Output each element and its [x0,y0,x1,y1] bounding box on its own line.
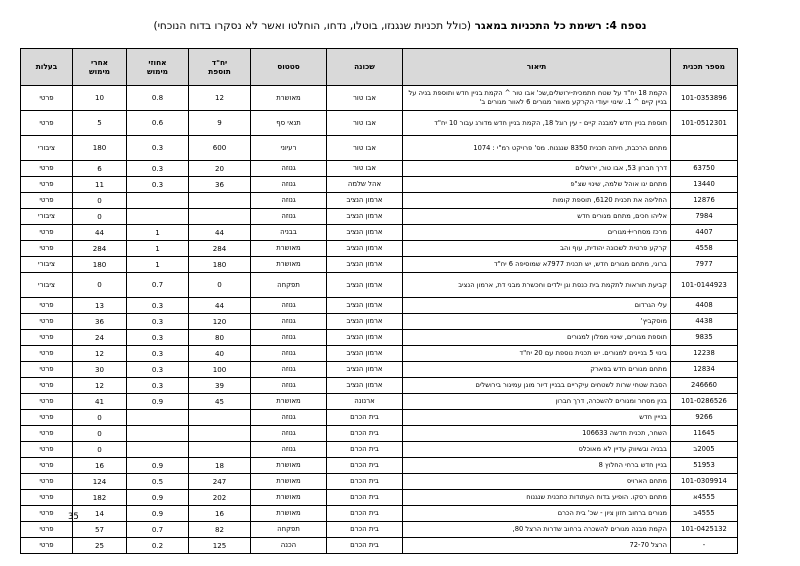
cell-status: תפקחה [251,273,327,298]
cell-added-units: 45 [189,394,251,410]
cell-realization-pct: 1 [127,241,189,257]
cell-added-units: 18 [189,458,251,474]
cell-status: גנוזה [251,209,327,225]
cell-ownership: פרטי [21,410,73,426]
cell-realization-pct: 0.3 [127,378,189,394]
cell-status: גנוזה [251,410,327,426]
cell-description: מתחם הרכבת, חיתה תכנית 8350 שנגנוח. מס' פרויקט רמ"י : 1074 [403,136,671,161]
table-row [21,273,738,298]
cell-neighborhood: ארמון הנציב [327,298,403,314]
table-body [21,86,738,554]
cell-description: מתחם מגורים חדש בפארק [403,362,671,378]
cell-ownership: פרטי [21,346,73,362]
column-header-description: תיאור [403,49,671,86]
column-header-neighborhood: שכונה [327,49,403,86]
cell-description: קביעת תוראות לתקמת בית כנסת וגן ילדים וחכשרת מבני דת, ארמון הנציב [403,273,671,298]
cell-ownership: פרטי [21,394,73,410]
cell-status: גנוזה [251,330,327,346]
cell-plan-number: 2005ב [671,442,738,458]
cell-realization-pct: 0.9 [127,490,189,506]
cell-status: גנוזה [251,177,327,193]
cell-ownership: פרטי [21,362,73,378]
cell-status: מאושרת [251,241,327,257]
cell-added-units: 12 [189,86,251,111]
cell-neighborhood: בית הכרם [327,506,403,522]
cell-realization-pct: 1 [127,257,189,273]
cell-after-realization: 57 [73,522,127,538]
cell-added-units [189,410,251,426]
cell-realization-pct: 1 [127,225,189,241]
cell-added-units: 36 [189,177,251,193]
cell-realization-pct: 0.3 [127,136,189,161]
cell-added-units: 125 [189,538,251,554]
cell-neighborhood: ארמון הנציב [327,209,403,225]
cell-status: רעיוני [251,136,327,161]
cell-neighborhood: בית הכרם [327,458,403,474]
table-row [21,410,738,426]
cell-description: השחר, תכנית חדשה 106633 [403,426,671,442]
cell-after-realization: 13 [73,298,127,314]
cell-ownership: פרטי [21,330,73,346]
cell-neighborhood: אבו טור [327,86,403,111]
cell-ownership: פרטי [21,193,73,209]
cell-neighborhood: ארמון הנציב [327,273,403,298]
table-row [21,426,738,442]
cell-description: בנייין חדש [403,410,671,426]
cell-status: גנוזה [251,161,327,177]
cell-neighborhood: בית הכרם [327,490,403,506]
cell-added-units: 100 [189,362,251,378]
cell-plan-number: 7977 [671,257,738,273]
cell-realization-pct: 0.9 [127,394,189,410]
cell-plan-number: 12238 [671,346,738,362]
cell-added-units: 80 [189,330,251,346]
cell-after-realization: 6 [73,161,127,177]
cell-added-units: 40 [189,346,251,362]
table-row [21,257,738,273]
table-row [21,314,738,330]
cell-status: גנוזה [251,426,327,442]
cell-realization-pct [127,193,189,209]
table-header-row [21,49,738,86]
cell-added-units: 202 [189,490,251,506]
cell-ownership: פרטי [21,241,73,257]
plans-table [20,48,738,554]
cell-ownership: פרטי [21,442,73,458]
cell-description: מתחם הארויס [403,474,671,490]
table-row [21,136,738,161]
cell-description: בנין מסחר ומגורים להשכרה, דרך חברון [403,394,671,410]
cell-added-units: 0 [189,273,251,298]
cell-plan-number: - [671,538,738,554]
cell-realization-pct: 0.3 [127,346,189,362]
cell-plan-number: 4407 [671,225,738,241]
cell-description: דרך חברון 53, אבו טור, ירושלים [403,161,671,177]
cell-realization-pct: 0.3 [127,330,189,346]
cell-added-units: 9 [189,111,251,136]
cell-plan-number: 4555ב [671,506,738,522]
cell-after-realization: 5 [73,111,127,136]
cell-after-realization: 11 [73,177,127,193]
cell-plan-number: 101-0144923 [671,273,738,298]
cell-after-realization: 0 [73,410,127,426]
cell-realization-pct: 0.7 [127,273,189,298]
cell-added-units: 284 [189,241,251,257]
cell-description: מגורים ברחוב חזון ציון - שכ' בית הכרם [403,506,671,522]
cell-realization-pct: 0.5 [127,474,189,490]
cell-status: גנוזה [251,362,327,378]
cell-plan-number: 101-0353896 [671,86,738,111]
cell-plan-number: 51953 [671,458,738,474]
cell-neighborhood: בית הכרם [327,410,403,426]
table-row [21,161,738,177]
cell-realization-pct: 0.9 [127,506,189,522]
cell-neighborhood: ארמון הנציב [327,225,403,241]
cell-realization-pct: 0.7 [127,522,189,538]
cell-plan-number: 4408 [671,298,738,314]
cell-ownership: פרטי [21,506,73,522]
cell-ownership: פרטי [21,538,73,554]
table-header [21,49,738,86]
cell-ownership: פרטי [21,225,73,241]
cell-after-realization: 182 [73,490,127,506]
cell-realization-pct: 0.8 [127,86,189,111]
cell-added-units [189,209,251,225]
cell-neighborhood: בית הכרם [327,426,403,442]
table-row [21,506,738,522]
cell-realization-pct: 0.3 [127,362,189,378]
cell-after-realization: 0 [73,426,127,442]
table-row [21,474,738,490]
cell-description: מרכז מסחרי+מגורים [403,225,671,241]
cell-neighborhood: ארמון הנציב [327,378,403,394]
cell-added-units: 44 [189,298,251,314]
cell-neighborhood: אבו טור [327,136,403,161]
cell-neighborhood: ארמון הנציב [327,362,403,378]
cell-realization-pct [127,442,189,458]
cell-neighborhood: בית הכרם [327,522,403,538]
table-row [21,241,738,257]
cell-neighborhood: בית הכרם [327,442,403,458]
cell-status: מאושרת [251,257,327,273]
cell-neighborhood: ארנונה [327,394,403,410]
cell-after-realization: 30 [73,362,127,378]
cell-after-realization: 0 [73,193,127,209]
cell-description: בניין חדש ברחי החלוץ 8 [403,458,671,474]
table-row [21,394,738,410]
cell-status: מאושרת [251,490,327,506]
cell-after-realization: 0 [73,273,127,298]
cell-neighborhood: ארמון הנציב [327,257,403,273]
cell-description: מתחם יגו אוהל שלמה, שינוי שצ"פ [403,177,671,193]
cell-added-units: 82 [189,522,251,538]
cell-plan-number: 9266 [671,410,738,426]
cell-ownership: פרטי [21,474,73,490]
cell-realization-pct: 0.3 [127,177,189,193]
cell-status: גנוזה [251,346,327,362]
page-number: 35 [68,512,79,522]
table-row [21,490,738,506]
cell-status: גנוזה [251,193,327,209]
cell-plan-number: 7984 [671,209,738,225]
cell-ownership: ציבורי [21,136,73,161]
cell-status: גנוזה [251,442,327,458]
table-row [21,298,738,314]
cell-realization-pct: 0.2 [127,538,189,554]
cell-after-realization: 44 [73,225,127,241]
cell-plan-number: 4558 [671,241,738,257]
cell-plan-number: 12876 [671,193,738,209]
cell-plan-number: 101-0512301 [671,111,738,136]
cell-neighborhood: ארמון הנציב [327,346,403,362]
page-title [62,20,738,32]
cell-status: תנאי סף [251,111,327,136]
cell-realization-pct [127,410,189,426]
cell-ownership: פרטי [21,522,73,538]
cell-ownership: פרטי [21,426,73,442]
table-row [21,193,738,209]
table-row [21,378,738,394]
cell-description: החליפה את תכנית 6120, תוספת קומות [403,193,671,209]
cell-realization-pct: 0.6 [127,111,189,136]
cell-description: מוסקביץ' [403,314,671,330]
cell-plan-number: 9835 [671,330,738,346]
cell-after-realization: 284 [73,241,127,257]
cell-status: מאושרת [251,394,327,410]
cell-ownership: ציבורי [21,209,73,225]
table-row [21,86,738,111]
table-row [21,330,738,346]
cell-after-realization: 124 [73,474,127,490]
cell-after-realization: 36 [73,314,127,330]
table-row [21,362,738,378]
cell-plan-number: 246660 [671,378,738,394]
cell-realization-pct: 0.3 [127,298,189,314]
cell-after-realization: 24 [73,330,127,346]
column-header-plan-number: מספר תכנית [671,49,738,86]
column-header-ownership: בעלות [21,49,73,86]
cell-description: קרקע פרטית לשכונה יהודית, עוף והב [403,241,671,257]
cell-status: גנוזה [251,314,327,330]
table-row [21,111,738,136]
cell-neighborhood: אבו טור [327,111,403,136]
cell-neighborhood: ארמון הנציב [327,241,403,257]
cell-added-units: 120 [189,314,251,330]
cell-description: ברוגי, מתחם מגורים חדש, יש תכנית 7977א שמוסיפה 6 יח"ד [403,257,671,273]
cell-after-realization: 12 [73,378,127,394]
cell-ownership: פרטי [21,161,73,177]
cell-after-realization: 14 [73,506,127,522]
cell-added-units [189,193,251,209]
cell-ownership: פרטי [21,490,73,506]
cell-after-realization: 10 [73,86,127,111]
cell-status: גנוזה [251,298,327,314]
cell-status: בבניה [251,225,327,241]
table-row [21,209,738,225]
cell-ownership: ציבורי [21,273,73,298]
cell-after-realization: 0 [73,442,127,458]
cell-description: תוספת מגורים, שינוי ממלון למגורים [403,330,671,346]
table-row [21,225,738,241]
cell-status: הכנה [251,538,327,554]
cell-plan-number: 4555א [671,490,738,506]
table-row [21,346,738,362]
cell-status: מאושרת [251,474,327,490]
cell-realization-pct: 0.3 [127,314,189,330]
cell-realization-pct [127,209,189,225]
cell-neighborhood: בית הכרם [327,474,403,490]
cell-after-realization: 25 [73,538,127,554]
cell-after-realization: 41 [73,394,127,410]
cell-ownership: פרטי [21,111,73,136]
cell-status: מאושרת [251,506,327,522]
column-header-after-realization: אחרי מימוש [73,49,127,86]
cell-neighborhood: אבו טור [327,161,403,177]
cell-plan-number: 63750 [671,161,738,177]
cell-ownership: פרטי [21,458,73,474]
cell-description: בינוי 5 בניינים למגורים. יש תכנית נוספת עם 20 יח"ד [403,346,671,362]
table-row [21,522,738,538]
cell-plan-number: 101-0425132 [671,522,738,538]
cell-plan-number: 101-0286526 [671,394,738,410]
cell-added-units: 39 [189,378,251,394]
page-title-bold: נספח 4: רשימת כל התכניות במאגר [474,20,647,32]
table-row [21,538,738,554]
cell-description: עלי הגרדום [403,298,671,314]
cell-description: הרצל 72-70 [403,538,671,554]
plans-table-container [35,48,738,554]
column-header-status: סטטוס [251,49,327,86]
cell-added-units: 247 [189,474,251,490]
cell-ownership: פרטי [21,298,73,314]
cell-realization-pct: 0.3 [127,161,189,177]
cell-added-units: 44 [189,225,251,241]
cell-status: גנוזה [251,378,327,394]
cell-plan-number: 4438 [671,314,738,330]
cell-ownership: ציבורי [21,257,73,273]
cell-realization-pct: 0.9 [127,458,189,474]
cell-added-units [189,426,251,442]
table-row [21,458,738,474]
cell-added-units: 600 [189,136,251,161]
cell-ownership: פרטי [21,378,73,394]
cell-added-units: 16 [189,506,251,522]
column-header-added-units: יח"ד תוספת [189,49,251,86]
cell-plan-number: 11645 [671,426,738,442]
cell-after-realization: 0 [73,209,127,225]
cell-after-realization: 180 [73,257,127,273]
cell-description: בבניה ובשיווק עדיין לא מאוכלס [403,442,671,458]
cell-plan-number: 13440 [671,177,738,193]
cell-status: תפקחה [251,522,327,538]
cell-description: הקמת 18 יח"ד על שטח חתמכית-ירושלים,שכ' אבו טור ^ הקמת בניין חדש ותוספת בניה על בניין קיים ^ 1. שינוי יעודי הקרקע מאוור מגורים 6 לאוור מגורים ב' [403,86,671,111]
cell-description: מתחם רסקו. הופיע בדוח העתודות כתכנית שנגנוח [403,490,671,506]
cell-ownership: פרטי [21,177,73,193]
cell-neighborhood: ארמון הנציב [327,314,403,330]
cell-plan-number: 101-0309914 [671,474,738,490]
table-row [21,442,738,458]
cell-description: אליהו חכים, מתחם מגורים חדש [403,209,671,225]
table-row [21,177,738,193]
cell-neighborhood: ארמון הנציב [327,330,403,346]
cell-ownership: פרטי [21,314,73,330]
cell-plan-number [671,136,738,161]
cell-description: תוספת בניין חדש למבנה קיים - עין רוגל 18, הקמת בניין חדש מדורג עבור 10 יח"ד [403,111,671,136]
page-title-rest: (כולל תכניות שנגנזו, בוטלו, נדחו, הוחלטו ואשר לא נסקרו בדוח הנוכחי) [153,20,471,32]
cell-added-units: 20 [189,161,251,177]
cell-status: מאושרת [251,86,327,111]
cell-realization-pct [127,426,189,442]
cell-after-realization: 16 [73,458,127,474]
cell-after-realization: 12 [73,346,127,362]
cell-neighborhood: בית הכרם [327,538,403,554]
cell-plan-number: 12834 [671,362,738,378]
cell-status: מאושרת [251,458,327,474]
cell-neighborhood: ארמון הנציב [327,193,403,209]
column-header-realization-pct: אחוזי מימוש [127,49,189,86]
cell-description: הסבת שטחי שרות לשטחים עיקריים בבניין דיור מוגן עמיגור בירושלים [403,378,671,394]
cell-neighborhood: אהל שלמה [327,177,403,193]
cell-ownership: פרטי [21,86,73,111]
cell-added-units: 180 [189,257,251,273]
cell-description: הקמת מבנה מגורים להשכרה ברחוב שדרות הרצל 80, [403,522,671,538]
cell-after-realization: 180 [73,136,127,161]
cell-added-units [189,442,251,458]
